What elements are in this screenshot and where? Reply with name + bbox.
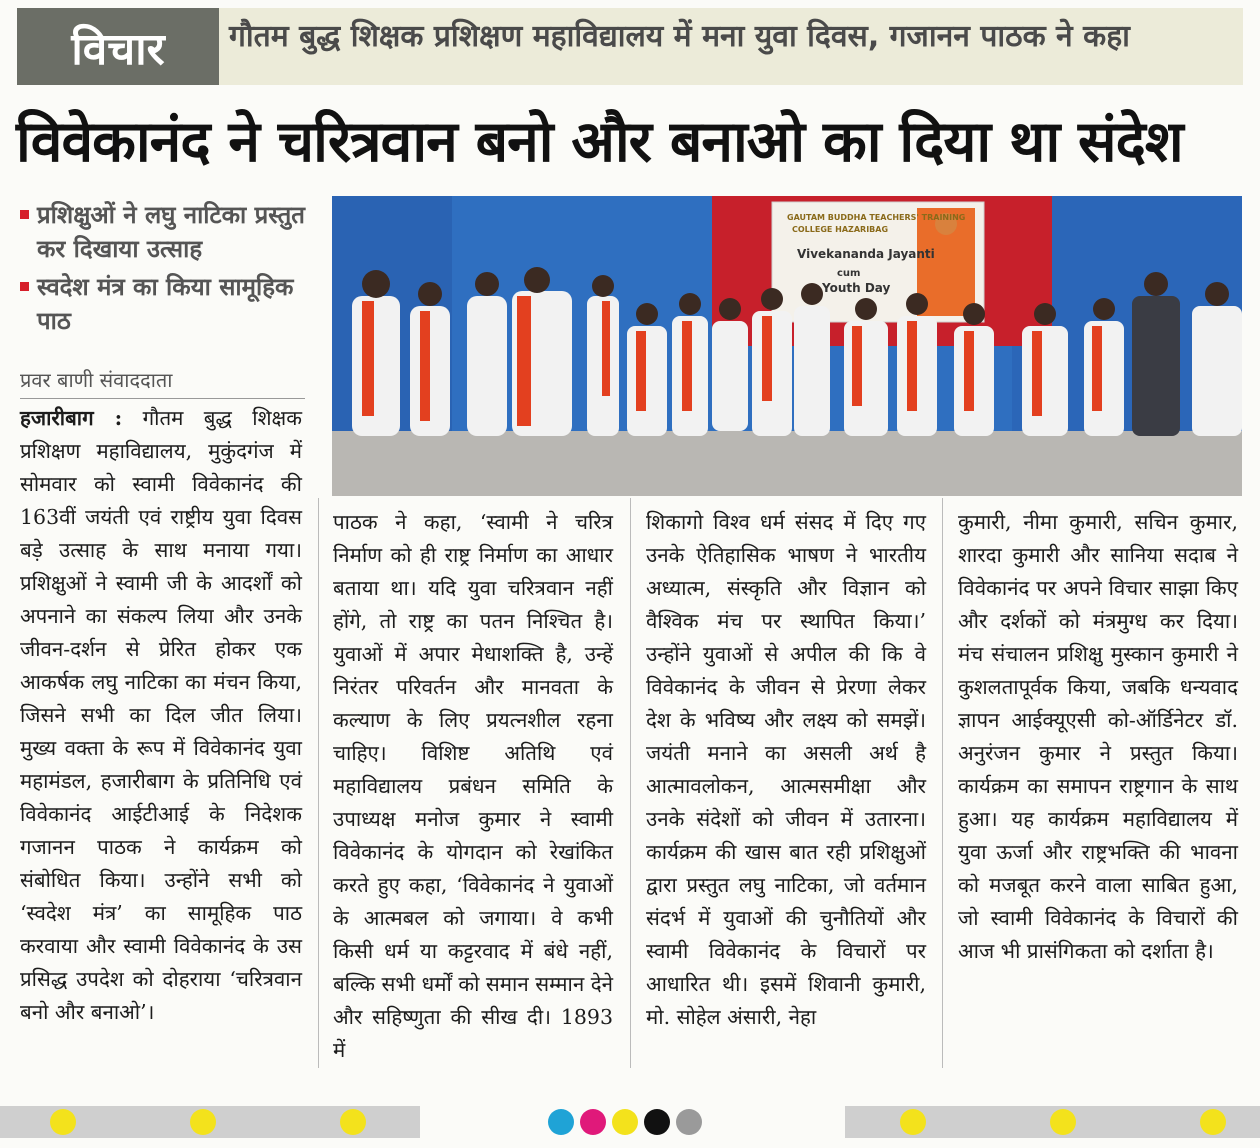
registration-dot [340,1109,366,1135]
registration-dot [1200,1109,1226,1135]
byline: प्रवर बाणी संवाददाता [20,368,173,392]
banner-line: Youth Day [822,281,891,295]
bullet-icon [20,210,29,219]
article-column-2 [333,506,613,1067]
article-column-4 [958,506,1238,968]
event-photo [332,196,1242,496]
divider [20,398,305,399]
column-divider [630,498,631,1068]
highlight-item [20,198,320,266]
banner-line: cum [837,268,861,279]
registration-dot [50,1109,76,1135]
headline: विवेकानंद ने चरित्रवान बनो और बनाओ का दिया था संदेश [16,109,1183,175]
article-column-1 [20,402,302,1029]
registration-dot-yellow [612,1109,638,1135]
dateline: हजारीबाग : [20,406,123,430]
banner-line: GAUTAM BUDDHA TEACHERS' TRAINING [787,213,966,222]
highlights [20,198,320,342]
registration-dot-gray [676,1109,702,1135]
banner-line: COLLEGE HAZARIBAG [792,225,889,234]
article-text: शिकागो विश्व धर्म संसद में दिए गए उनके ऐतिहासिक भाषण ने भारतीय अध्यात्म, संस्कृति और विज्ञान को वैश्विक मंच पर स्थापित किया।’ उन्होंने युवाओं से अपील की कि वे विवेकानंद के जीवन से प्रेरणा लेकर देश के भविष्य और लक्ष्य को समझें। जयंती मनाने का असली अर्थ है आत्मावलोकन, आत्मसमीक्षा और उनके संदेशों को जीवन में उतारना। कार्यक्रम की खास बात रही प्रशिक्षुओं द्वारा प्रस्तुत लघु नाटिका, जो वर्तमान संदर्भ में युवाओं की चुनौतियों और स्वामी विवेकानंद के विचारों पर आधारित थी। इसमें शिवानी कुमारी, मो. सोहेल अंसारी, नेहा [646,510,926,1029]
highlight-item [20,270,320,338]
banner-line: Vivekananda Jayanti [797,247,935,261]
section-tag: विचार [17,8,219,85]
registration-dot [190,1109,216,1135]
registration-dot [1050,1109,1076,1135]
article-text: पाठक ने कहा, ‘स्वामी ने चरित्र निर्माण को ही राष्ट्र निर्माण का आधार बताया था। यदि युवा चरित्रवान नहीं होंगे, तो राष्ट्र का पतन निश्चित है। युवाओं में अपार मेधाशक्ति है, उन्हें निरंतर परिवर्तन और मानवता के कल्याण के लिए प्रयत्नशील रहना चाहिए। विशिष्ट अतिथि एवं महाविद्यालय प्रबंधन समिति के उपाध्यक्ष मनोज कुमार ने स्वामी विवेकानंद के योगदान को रेखांकित करते हुए कहा, ‘विवेकानंद ने युवाओं के आत्मबल को जगाया। वे कभी किसी धर्म या कट्टरवाद में बंधे नहीं, बल्कि सभी धर्मों को समान सम्मान देने और सहिष्णुता की सीख दी। 1893 में [333,510,613,1062]
article-text: गौतम बुद्ध शिक्षक प्रशिक्षण महाविद्यालय, मुकुंदगंज में सोमवार को स्वामी विवेकानंद की 163वीं जयंती एवं राष्ट्रीय युवा दिवस बड़े उत्साह के साथ मनाया गया। प्रशिक्षुओं ने स्वामी जी के आदर्शों को अपनाने का संकल्प लिया और उनके जीवन-दर्शन से प्रेरित होकर एक आकर्षक लघु नाटिका का मंचन किया, जिसने सभी का दिल जीत लिया। मुख्य वक्ता के रूप में विवेकानंद युवा महामंडल, हजारीबाग के प्रतिनिधि एवं विवेकानंद आईटीआई के निदेशक गजानन पाठक ने कार्यक्रम को संबोधित किया। उन्होंने सभी को ‘स्वदेश मंत्र’ का सामूहिक पाठ करवाया और स्वामी विवेकानंद के उस प्रसिद्ध उपदेश को दोहराया ‘चरित्रवान बनो और बनाओ’। [20,406,302,1024]
highlight-text: स्वदेश मंत्र का किया सामूहिक पाठ [37,273,294,335]
photo-illustration [332,196,1242,496]
article-text: कुमारी, नीमा कुमारी, सचिन कुमार, शारदा कुमारी और सानिया सदाब ने विवेकानंद पर अपने विचार साझा किए और दर्शकों को मंत्रमुग्ध कर दिया। मंच संचालन प्रशिक्षु मुस्कान कुमारी ने कुशलतापूर्वक किया, जबकि धन्यवाद ज्ञापन आईक्यूएसी को-ऑर्डिनेटर डॉ. अनुरंजन कुमार ने प्रस्तुत किया। कार्यक्रम का समापन राष्ट्रगान के साथ हुआ। यह कार्यक्रम महाविद्यालय में युवा ऊर्जा और राष्ट्रभक्ति की भावना को मजबूत करने वाला साबित हुआ, जो स्वामी विवेकानंद के विचारों की आज भी प्रासंगिकता को दर्शाता है। [958,510,1238,963]
highlight-text: प्रशिक्षुओं ने लघु नाटिका प्रस्तुत कर दिखाया उत्साह [37,201,305,263]
column-divider [318,498,319,1068]
registration-dot-black [644,1109,670,1135]
bullet-icon [20,282,29,291]
registration-dot-cyan [548,1109,574,1135]
kicker-text: गौतम बुद्ध शिक्षक प्रशिक्षण महाविद्यालय में मना युवा दिवस, गजानन पाठक ने कहा [229,19,1130,54]
registration-dot [900,1109,926,1135]
registration-dot-magenta [580,1109,606,1135]
article-column-3 [646,506,926,1034]
column-divider [942,498,943,1068]
